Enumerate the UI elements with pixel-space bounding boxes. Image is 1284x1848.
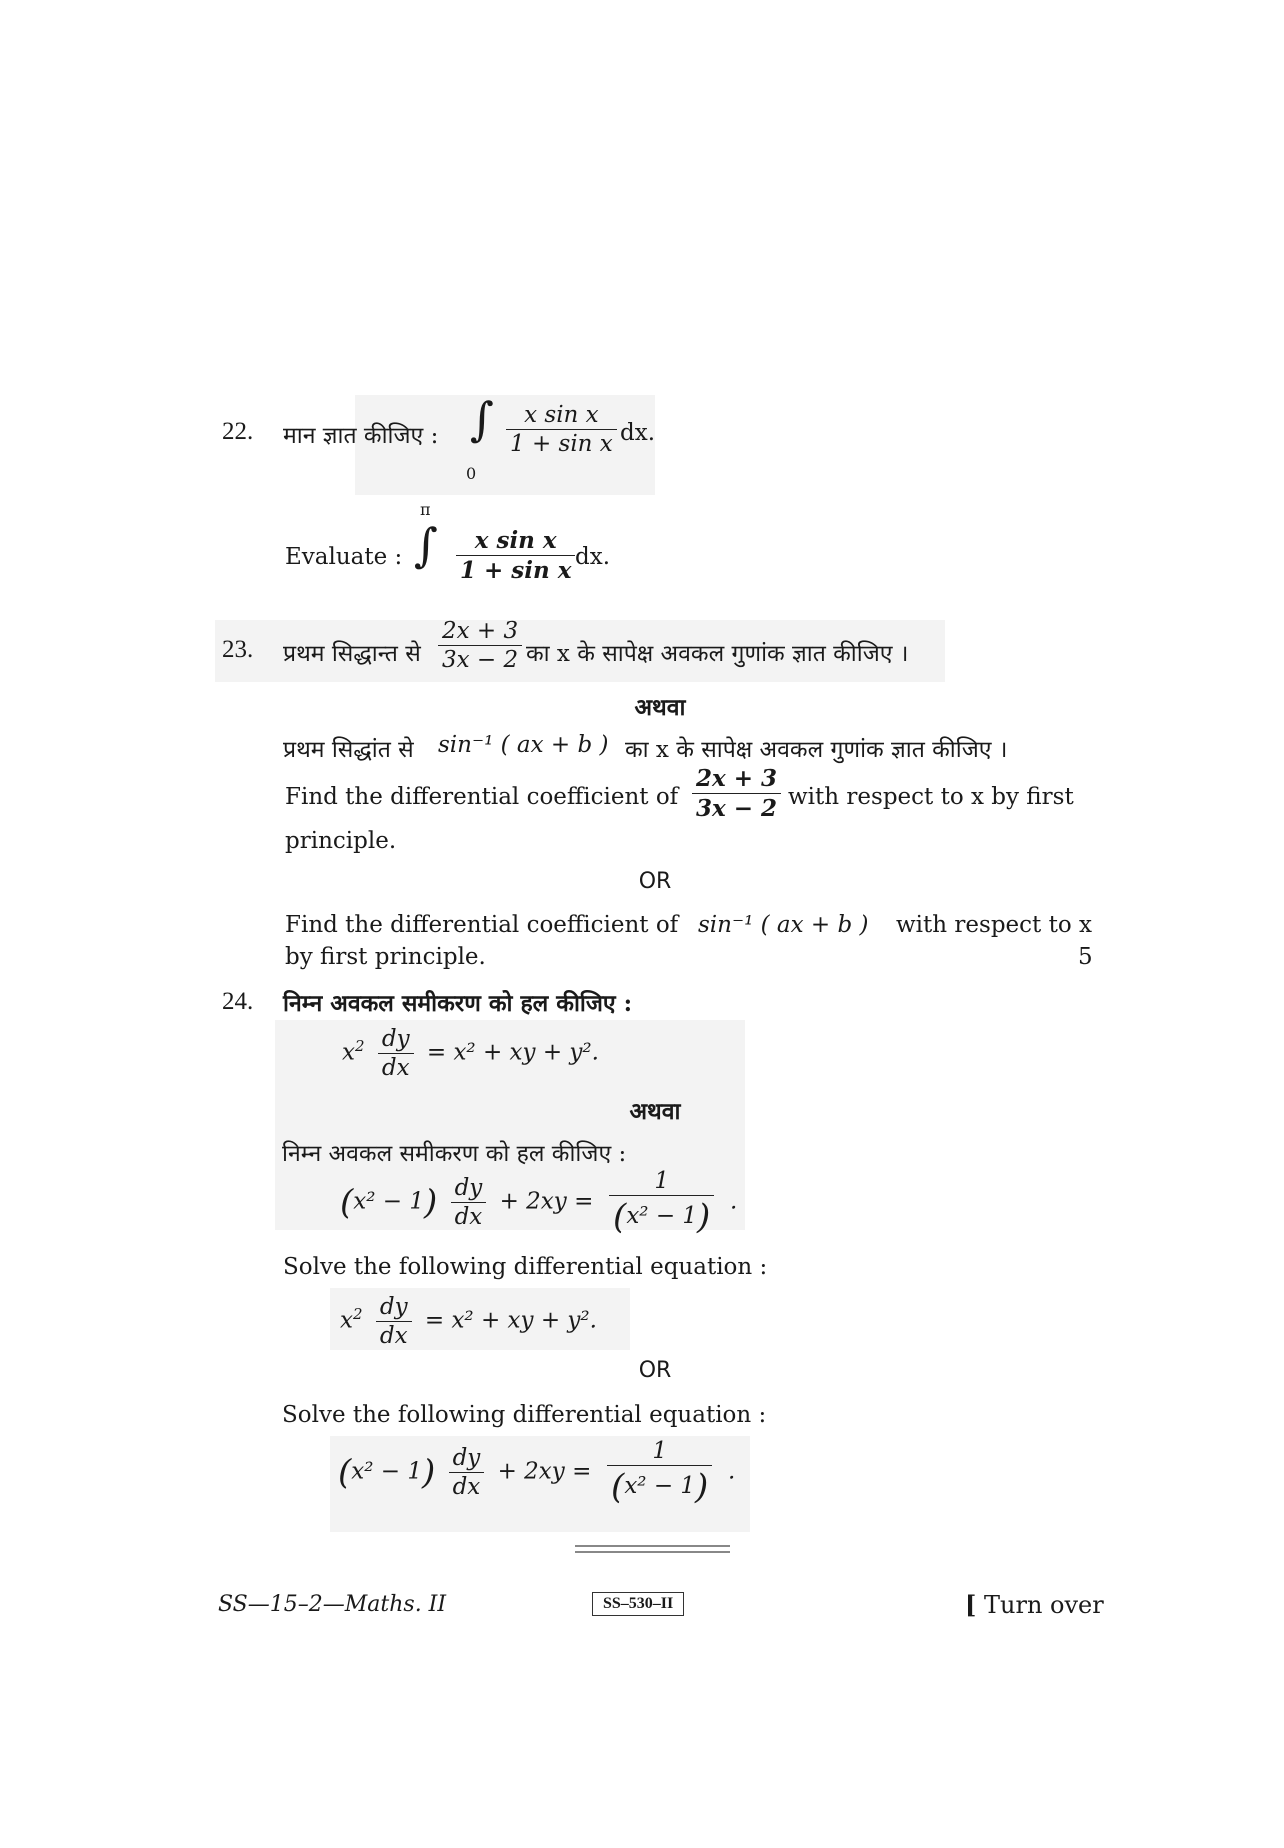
eq-rhs: = x² + xy + y². [424, 1307, 597, 1334]
dx-label: dx. [620, 420, 656, 446]
q23-english-text: principle. [285, 828, 397, 854]
q24-equation-2-english: (x² − 1) $\frac{dy}{dx}$ + 2xy = $\frac{1}{\text{(x² − 1)}}$ . [338, 1438, 736, 1507]
q23-english-text: Find the differential coefficient of [285, 784, 679, 810]
q23-english-fraction [686, 765, 787, 822]
q23-hindi-alt-expr: sin⁻¹ ( ax + b ) [438, 732, 609, 758]
question-number: 24. [222, 988, 254, 1015]
dx: dx [378, 1053, 414, 1081]
q24-equation-1: $x^2$ $\frac{dy}{dx}$ = x² + xy + y². [342, 1026, 599, 1081]
fraction-numerator: 2x + 3 [442, 618, 519, 644]
dx: dx [451, 1202, 487, 1230]
dy: dy [379, 1294, 408, 1320]
fraction-denominator: 1 + sin x [506, 429, 617, 457]
fraction-denominator: 3x − 2 [692, 793, 781, 822]
paper-code-box: SS–530–II [592, 1592, 684, 1616]
fraction-numerator: x sin x [524, 402, 599, 428]
dy: dy [381, 1026, 410, 1052]
or-separator: अथवा [629, 1098, 681, 1125]
q23-english-alt-text: with respect to x [896, 912, 1092, 938]
eq2-mid: + 2xy = [497, 1458, 592, 1485]
q23-hindi-text: का x के सापेक्ष अवकल गुणांक ज्ञात कीजिए । [526, 641, 909, 667]
dx-label: dx. [575, 544, 611, 570]
q22-hindi-fraction [500, 402, 623, 457]
dy: dy [454, 1175, 483, 1201]
question-number: 23. [222, 636, 254, 663]
q23-english-alt-text: by first principle. [285, 944, 486, 970]
or-separator: OR [638, 1358, 672, 1383]
q22-hindi-prompt: मान ज्ञात कीजिए : [283, 423, 439, 449]
integral-sign-hindi: ∫ [470, 392, 494, 446]
upper-limit: π [420, 500, 431, 519]
eq-rhs: = x² + xy + y². [426, 1039, 599, 1066]
q23-english-text: with respect to x by first [788, 784, 1074, 810]
or-separator: अथवा [634, 694, 686, 721]
q22-english-prompt: Evaluate : [285, 544, 403, 570]
fraction-numerator: 2x + 3 [696, 765, 778, 792]
integral-sign-english: ∫ [414, 518, 438, 572]
dy: dy [452, 1445, 481, 1471]
footer-left: SS—15–2—Maths. II [218, 1592, 447, 1617]
end-rule [575, 1551, 730, 1553]
turn-over: [ Turn over [965, 1590, 1104, 1619]
dx: dx [449, 1472, 485, 1500]
turn-over-label: Turn over [984, 1591, 1104, 1619]
dx: dx [376, 1321, 412, 1349]
fraction-numerator: x sin x [474, 527, 557, 554]
fraction-denominator: x² − 1 [626, 1203, 698, 1229]
q23-hindi-alt-text: प्रथम सिद्धांत से [283, 737, 414, 763]
eq2-lhs: x² − 1 [353, 1188, 424, 1215]
q24-hindi-prompt-2: निम्न अवकल समीकरण को हल कीजिए : [282, 1141, 627, 1167]
q23-hindi-alt-text: का x के सापेक्ष अवकल गुणांक ज्ञात कीजिए । [625, 737, 1008, 763]
fraction-denominator: x² − 1 [624, 1473, 696, 1499]
eq2-mid: + 2xy = [499, 1188, 594, 1215]
lower-limit: 0 [466, 464, 477, 483]
eq2-lhs: x² − 1 [351, 1458, 422, 1485]
question-number: 22. [222, 418, 254, 445]
eq-lhs-x: x [340, 1307, 353, 1334]
q23-hindi-text: प्रथम सिद्धान्त से [283, 641, 421, 667]
fraction-numerator: 1 [654, 1168, 669, 1194]
q24-equation-1-english: $x^2$ $\frac{dy}{dx}$ = x² + xy + y². [340, 1294, 597, 1349]
q24-hindi-prompt: निम्न अवकल समीकरण को हल कीजिए : [283, 990, 633, 1017]
q23-english-alt-expr: sin⁻¹ ( ax + b ) [698, 912, 869, 938]
q24-english-prompt-2: Solve the following differential equation : [282, 1402, 767, 1428]
end-rule [575, 1545, 730, 1547]
q24-english-prompt: Solve the following differential equation : [283, 1254, 768, 1280]
fraction-denominator: 3x − 2 [438, 645, 522, 673]
fraction-numerator: 1 [652, 1438, 667, 1464]
q24-equation-2: (x² − 1) $\frac{dy}{dx}$ + 2xy = $\frac{1}{\text{(x² − 1)}}$ . [340, 1168, 738, 1237]
marks: 5 [1078, 944, 1093, 970]
q23-hindi-fraction [432, 618, 528, 673]
q22-english-fraction [450, 527, 581, 584]
eq-lhs-x: x [342, 1039, 355, 1066]
fraction-denominator: 1 + sin x [456, 555, 575, 584]
q23-english-alt-text: Find the differential coefficient of [285, 912, 679, 938]
or-separator: OR [638, 869, 672, 894]
